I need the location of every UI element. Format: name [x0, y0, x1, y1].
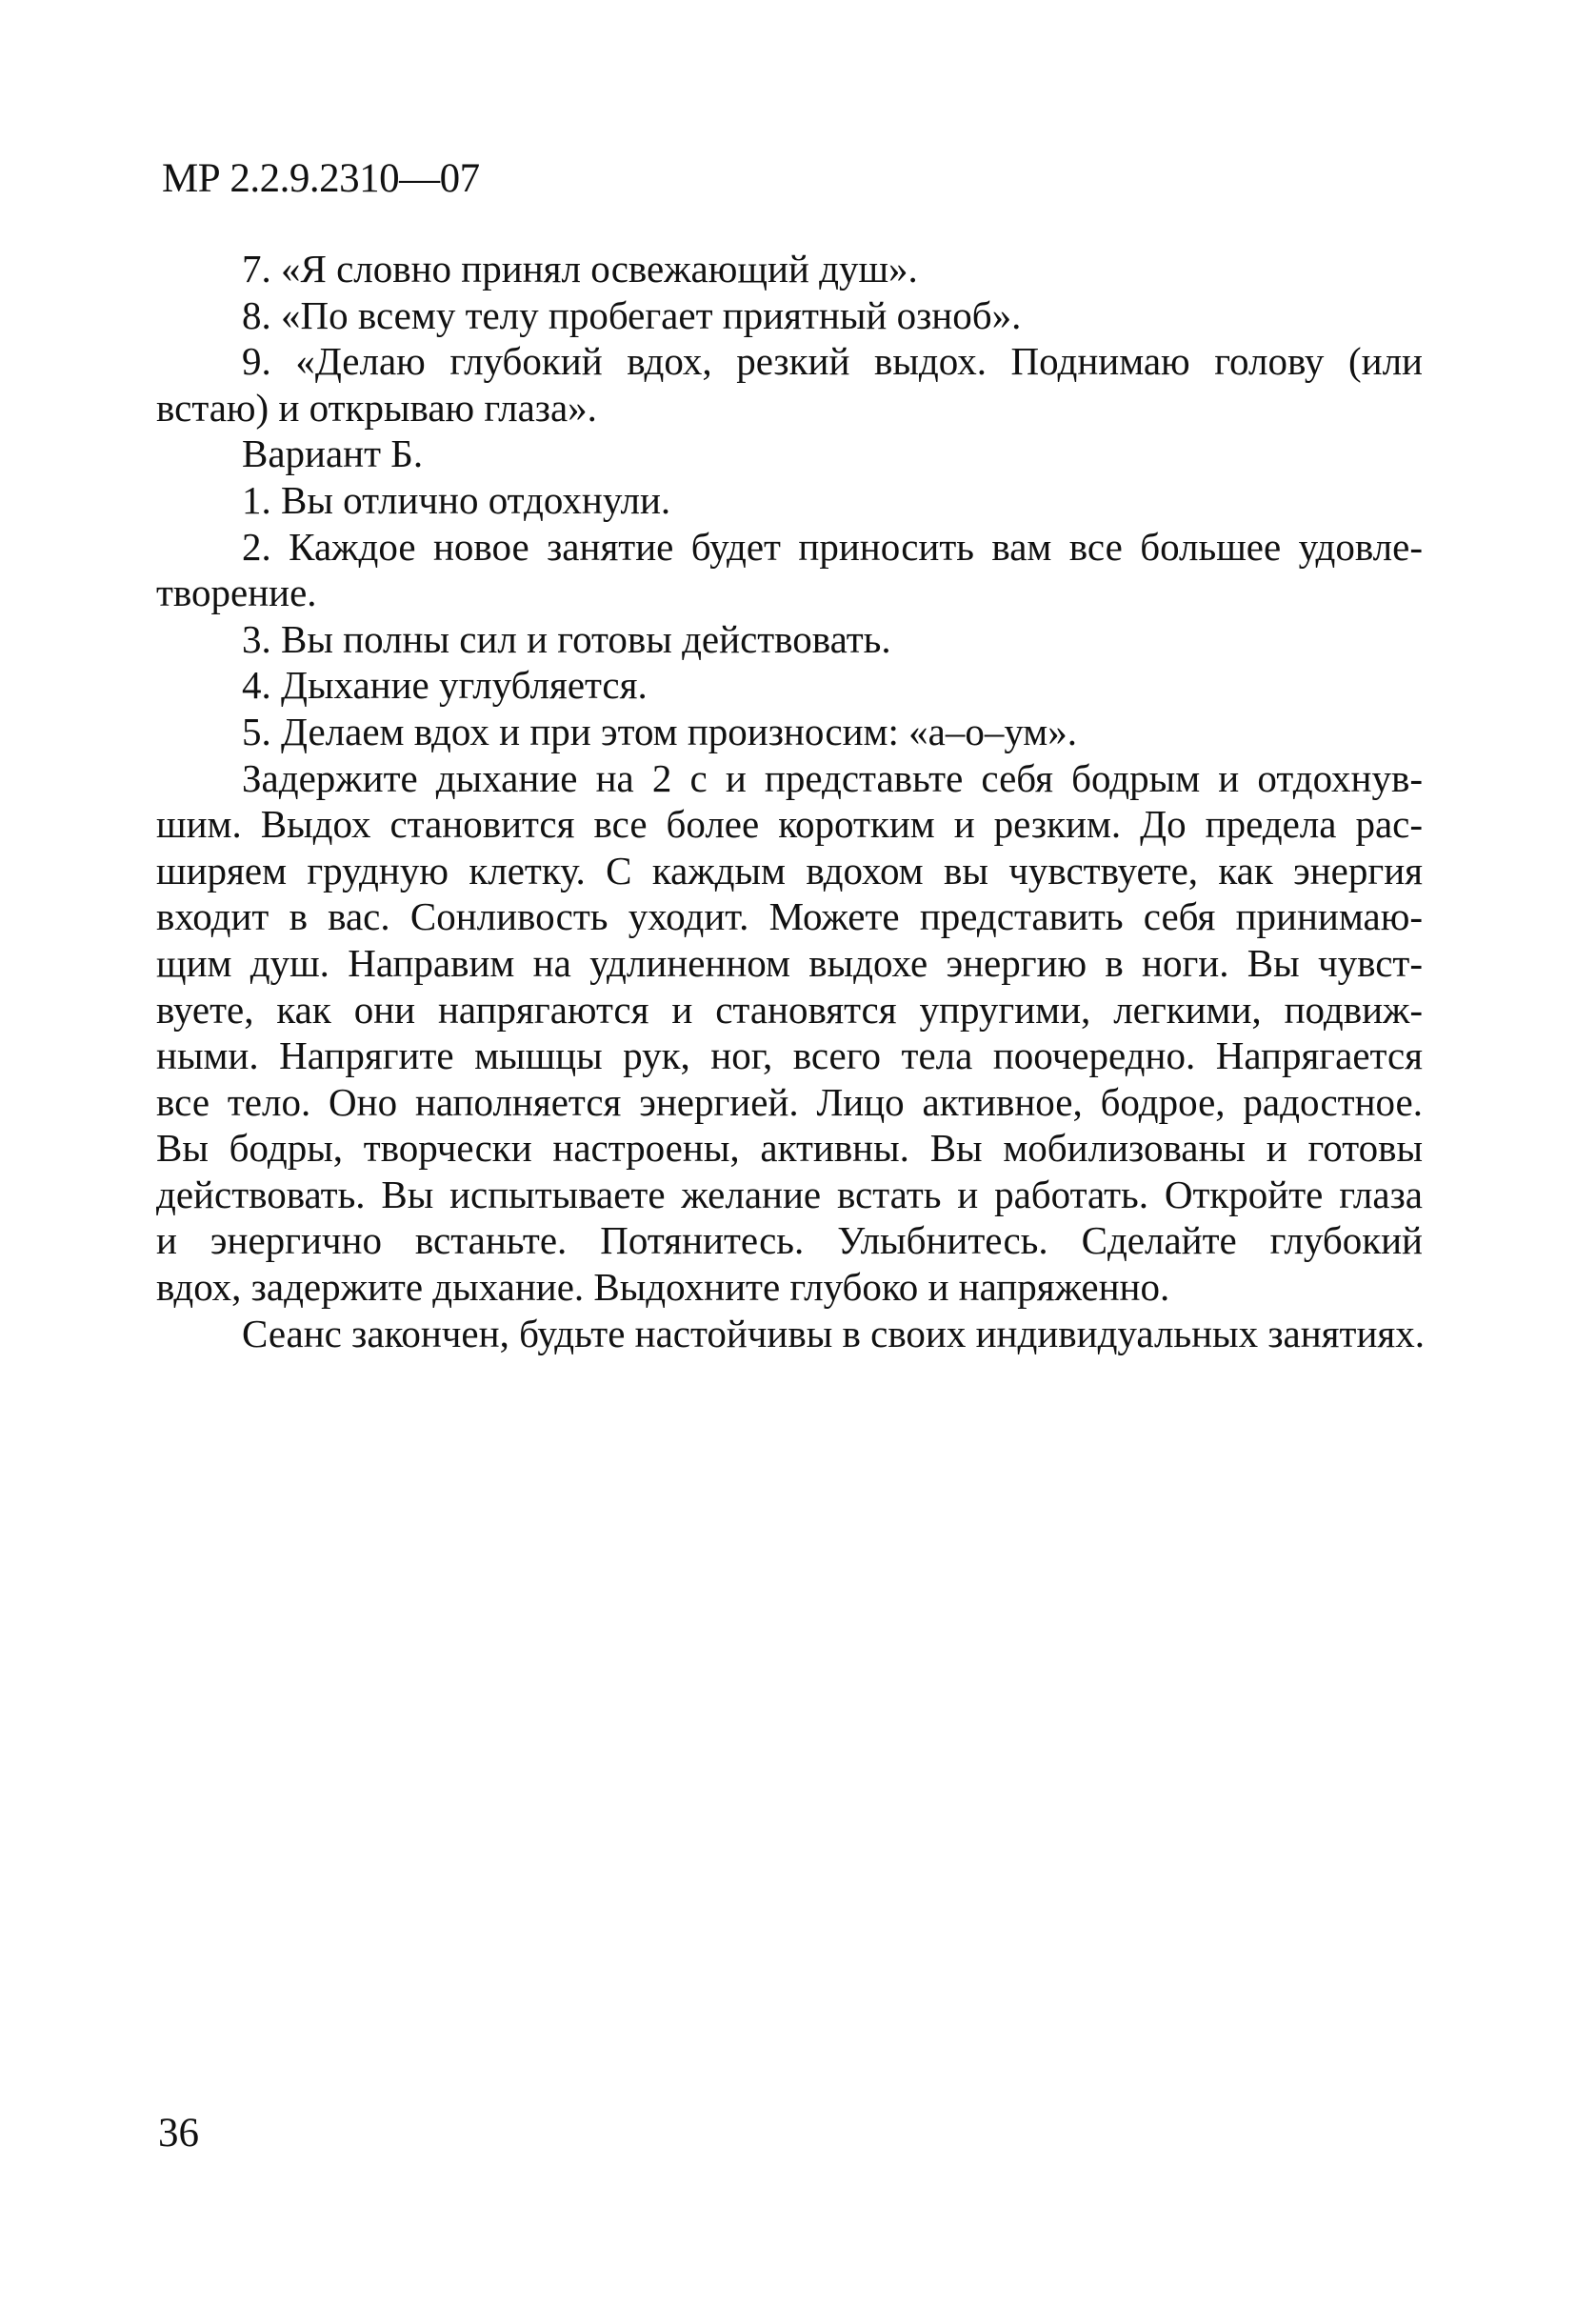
text-line-variant-b-1: 1. Вы отлично отдохнули.	[242, 477, 671, 522]
text-line-variant-b-2-end: творение.	[156, 571, 317, 615]
paragraph-line: действовать. Вы испытываете желание встать и работать. Откройте глаза	[156, 1172, 1423, 1216]
text-line-variant-b-4: 4. Дыхание углубляется.	[242, 663, 648, 708]
text-line-variant-b-3: 3. Вы полны сил и готовы действовать.	[242, 616, 891, 661]
paragraph-line: вдох, задержите дыхание. Выдохните глубоко и напряженно.	[156, 1265, 1170, 1310]
variant-b-heading: Вариант Б.	[242, 431, 424, 476]
text-line-item-9-start: 9. «Делаю глубокий вдох, резкий выдох. Поднимаю голову (или	[242, 339, 1423, 384]
text-line-variant-b-5: 5. Делаем вдох и при этом произносим: «а–о–ум».	[242, 709, 1077, 753]
page-number: 36	[158, 2111, 199, 2156]
paragraph-line: вуете, как они напрягаются и становятся упругими, легкими, подвиж-	[156, 987, 1423, 1032]
text-line-item-8: 8. «По всему телу пробегает приятный озноб».	[242, 292, 1022, 337]
running-header: МР 2.2.9.2310—07	[162, 156, 480, 201]
paragraph-line: ширяем грудную клетку. С каждым вдохом вы чувствуете, как энергия	[156, 848, 1423, 893]
paragraph-line: Задержите дыхание на 2 с и представьте себя бодрым и отдохнув-	[242, 755, 1423, 800]
paragraph-line: все тело. Оно наполняется энергией. Лицо активное, бодрое, радостное.	[156, 1079, 1423, 1124]
paragraph-line: щим душ. Направим на удлиненном выдохе энергию в ноги. Вы чувст-	[156, 940, 1423, 985]
paragraph-line: Вы бодры, творчески настроены, активны. Вы мобилизованы и готовы	[156, 1126, 1423, 1171]
text-line-variant-b-2-start: 2. Каждое новое занятие будет приносить вам все большее удовле-	[242, 524, 1423, 569]
paragraph-line: шим. Выдох становится все более коротким и резким. До предела рас-	[156, 802, 1423, 847]
paragraph-line: и энергично встаньте. Потянитесь. Улыбнитесь. Сделайте глубокий	[156, 1218, 1423, 1263]
paragraph-line: ными. Напрягите мышцы рук, ног, всего тела поочередно. Напрягается	[156, 1033, 1423, 1078]
closing-line: Сеанс закончен, будьте настойчивы в своих индивидуальных занятиях.	[242, 1311, 1426, 1355]
text-line-item-9-end: встаю) и открываю глаза».	[156, 385, 597, 430]
text-line-item-7: 7. «Я словно принял освежающий душ».	[242, 247, 918, 291]
body-text	[156, 246, 1426, 1356]
paragraph-line: входит в вас. Сонливость уходит. Можете представить себя принимаю-	[156, 894, 1423, 939]
